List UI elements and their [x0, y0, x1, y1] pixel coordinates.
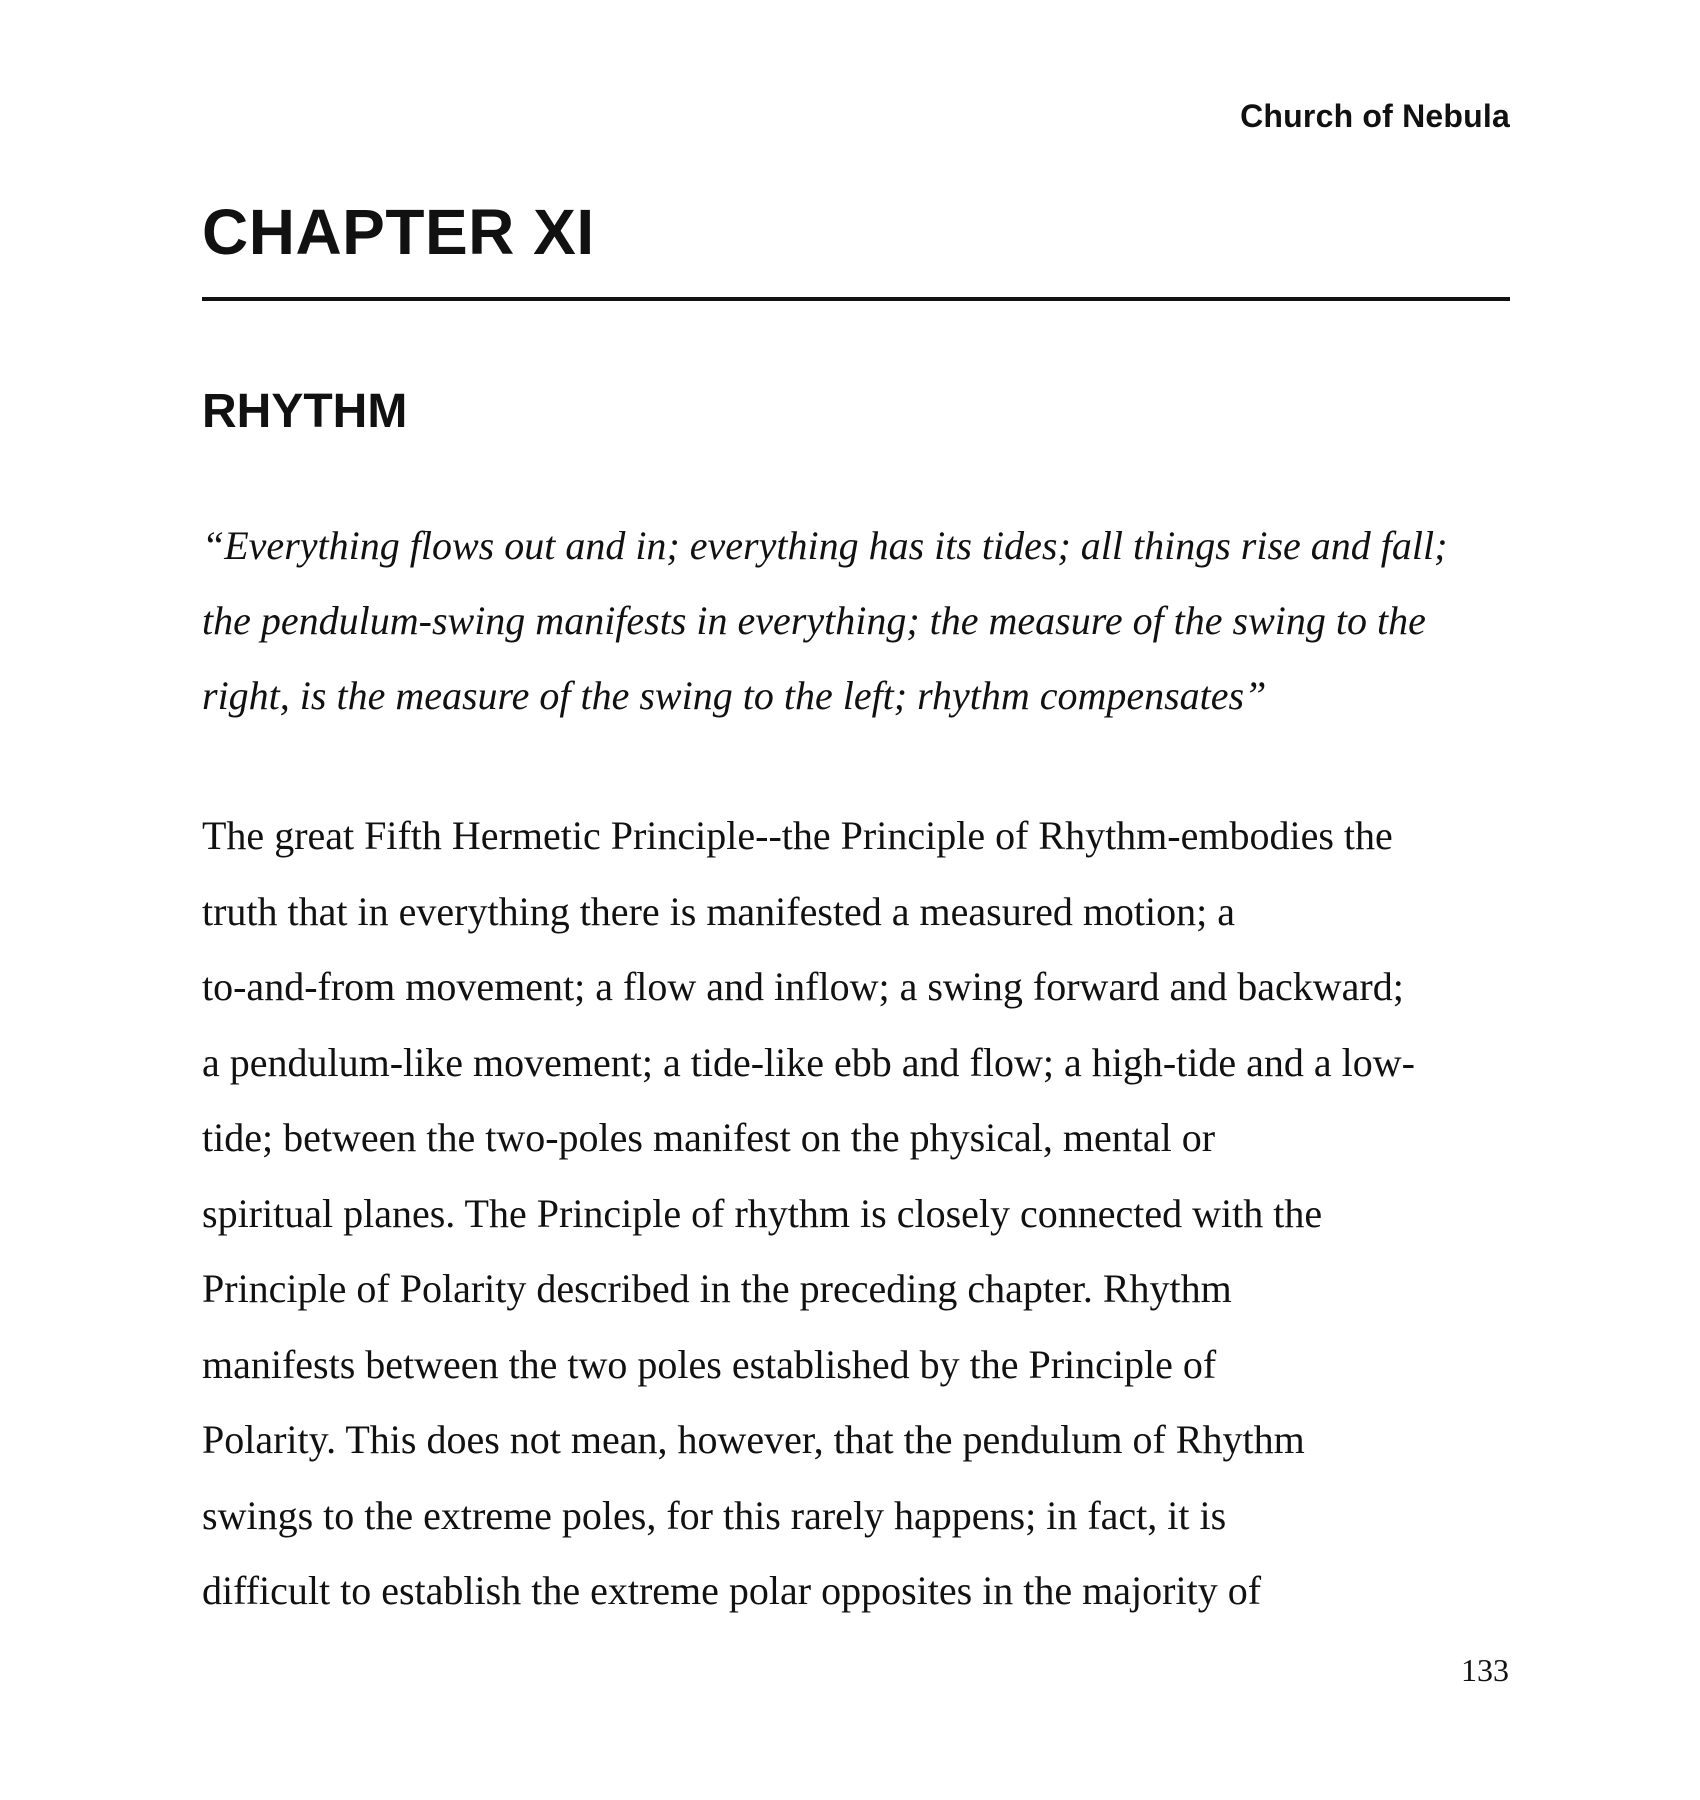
body-paragraph [202, 798, 1512, 1629]
epigraph-line: the pendulum-swing manifests in everything; the measure of the swing to the [202, 598, 1426, 643]
chapter-rule [202, 297, 1510, 301]
epigraph-line: “Everything flows out and in; everything has its tides; all things rise and fall; [202, 523, 1448, 568]
body-line: manifests between the two poles established by the Principle of [202, 1341, 1217, 1387]
body-line: difficult to establish the extreme polar opposites in the majority of [202, 1568, 1262, 1613]
body-line: Principle of Polarity described in the preceding chapter. Rhythm [202, 1266, 1232, 1311]
page-number: 133 [1461, 1652, 1509, 1688]
body-line: to-and-from movement; a flow and inflow; a swing forward and backward; [202, 964, 1404, 1009]
section-title: RHYTHM [202, 385, 408, 438]
body-line: swings to the extreme poles, for this rarely happens; in fact, it is [202, 1492, 1227, 1538]
epigraph-quote [202, 508, 1512, 733]
body-line: truth that in everything there is manifested a measured motion; a [202, 888, 1236, 934]
body-line: Polarity. This does not mean, however, that the pendulum of Rhythm [202, 1417, 1305, 1462]
chapter-title: CHAPTER XI [202, 196, 595, 268]
body-line: tide; between the two-poles manifest on the physical, mental or [202, 1115, 1216, 1160]
body-line: spiritual planes. The Principle of rhythm is closely connected with the [202, 1190, 1323, 1236]
running-header: Church of Nebula [1240, 98, 1510, 134]
body-line: a pendulum-like movement; a tide-like ebb and flow; a high-tide and a low- [202, 1039, 1415, 1085]
body-line: The great Fifth Hermetic Principle--the Principle of Rhythm-embodies the [202, 813, 1393, 858]
epigraph-line: right, is the measure of the swing to the left; rhythm compensates” [202, 673, 1267, 718]
